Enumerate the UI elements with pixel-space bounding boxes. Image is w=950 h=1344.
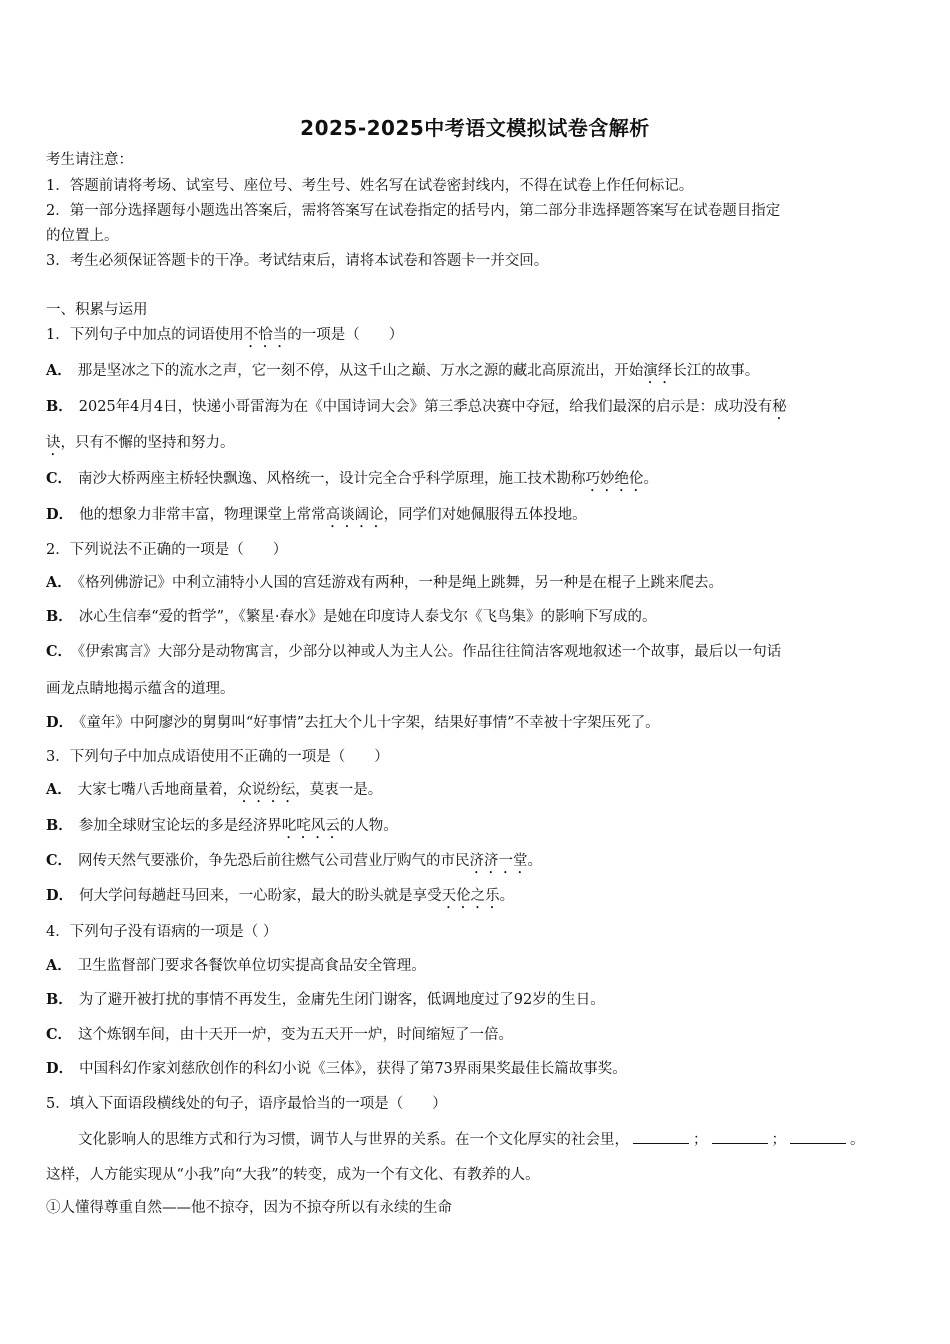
- q1-option-c: [46, 469, 658, 495]
- option-label: A．: [46, 781, 72, 798]
- q3-stem: 3．下列句子中加点成语使用不正确的一项是（ ）: [46, 749, 389, 765]
- answer-blank-2[interactable]: [712, 1129, 768, 1144]
- option-label: D．: [46, 506, 74, 523]
- option-text: 网传天然气要涨价，争先恐后前往燃气公司营业厅购气的市民: [78, 853, 470, 869]
- q3-option-a: [46, 780, 382, 806]
- option-tail: 。: [499, 888, 515, 904]
- option-text: 卫生监督部门要求各餐饮单位切实提高食品安全管理。: [77, 958, 426, 974]
- option-text: 为了避开被打扰的事情不再发生，金庸先生闭门谢客，低调地度过了92岁的生日。: [78, 992, 605, 1008]
- option-tail: ，同学们对她佩服得五体投地。: [383, 507, 587, 523]
- passage-end: 。: [850, 1132, 865, 1148]
- option-text: 何大学问每趟赶马回来，一心盼家，最大的盼头就是享受: [79, 888, 442, 904]
- q5-passage-line-1: [78, 1129, 865, 1150]
- notice-heading: 考生请注意：: [46, 152, 133, 168]
- q5-item-1: ①人懂得尊重自然——他不掠夺，因为不掠夺所以有永续的生命: [46, 1200, 452, 1216]
- q4-option-c: [46, 1025, 513, 1045]
- option-label: A．: [46, 957, 72, 974]
- option-text: 大家七嘴八舌地商量着，: [77, 782, 238, 798]
- option-emphasis: 演绎: [643, 363, 673, 379]
- option-label: B．: [46, 991, 73, 1008]
- option-emphasis: 诀: [46, 435, 61, 451]
- q1-option-a: [46, 361, 759, 387]
- option-text: 中国科幻作家刘慈欣创作的科幻小说《三体》，获得了第73界雨果奖最佳长篇故事奖。: [79, 1061, 627, 1077]
- option-emphasis: 天伦之乐: [441, 888, 500, 904]
- option-emphasis: 高谈阔论: [325, 507, 384, 523]
- q3-option-c: [46, 851, 542, 877]
- q1-option-b: [46, 397, 787, 423]
- q4-stem: 4．下列句子没有语病的一项是（ ）: [46, 924, 278, 940]
- q4-option-a: [46, 956, 426, 976]
- option-tail: ，只有不懈的坚持和努力。: [60, 435, 235, 451]
- option-text: 这个炼钢车间，由十天开一炉，变为五天开一炉，时间缩短了一倍。: [78, 1027, 514, 1043]
- q2-option-b: [46, 607, 656, 627]
- passage-sep: ；: [771, 1132, 786, 1148]
- passage-text: 文化影响人的思维方式和行为习惯，调节人与世界的关系。在一个文化厚实的社会里，: [78, 1132, 629, 1148]
- option-text: 那是坚冰之下的流水之声，它一刻不停，从这千山之巅、万水之源的藏北高原流出，开始: [77, 363, 644, 379]
- option-emphasis: 济济一堂: [469, 853, 528, 869]
- option-text: 2025年4月4日，快递小哥雷海为在《中国诗词大会》第三季总决赛中夺冠，给我们最深的启示是：成功没有: [78, 399, 773, 415]
- option-text: 他的想象力非常丰富，物理课堂上常常: [79, 507, 326, 523]
- notice-line-1: 1．答题前请将考场、试室号、座位号、考生号、姓名写在试卷密封线内，不得在试卷上作任何标记。: [46, 178, 694, 194]
- q5-passage-line-2: 这样，人方能实现从“小我”向“大我”的转变，成为一个有文化、有教养的人。: [46, 1167, 540, 1183]
- q1-stem-emphasis: 不恰当: [243, 327, 288, 343]
- option-label: B．: [46, 398, 73, 415]
- answer-blank-1[interactable]: [633, 1129, 689, 1144]
- option-tail: 。: [527, 853, 543, 869]
- option-label: A．: [46, 362, 72, 379]
- option-text: 《伊索寓言》大部分是动物寓言，少部分以神或人为主人公。作品往往简洁客观地叙述一个故事，最后以一句话: [78, 644, 782, 660]
- option-tail: ，莫衷一是。: [295, 782, 383, 798]
- notice-line-2-cont: 的位置上。: [46, 228, 119, 244]
- option-emphasis: 秘: [772, 399, 787, 415]
- q3-option-b: [46, 816, 398, 842]
- option-label: D．: [46, 714, 74, 731]
- option-label: A．: [46, 574, 72, 591]
- q1-stem-text: 1．下列句子中加点的词语使用: [46, 327, 244, 343]
- option-label: C．: [46, 1026, 73, 1043]
- option-text: 冰心生信奉“爱的哲学”，《繁星·春水》是她在印度诗人泰戈尔《飞鸟集》的影响下写成的。: [78, 609, 657, 625]
- option-label: C．: [46, 852, 73, 869]
- option-emphasis: 巧妙绝伦: [585, 471, 644, 487]
- q2-option-c: [46, 642, 781, 662]
- page-title: 2025-2025中考语文模拟试卷含解析: [300, 116, 650, 140]
- q4-option-b: [46, 990, 605, 1010]
- q1-stem: [46, 325, 403, 351]
- option-text: 南沙大桥两座主桥轻快飘逸、风格统一，设计完全合乎科学原理，施工技术勘称: [78, 471, 586, 487]
- notice-line-3: 3．考生必须保证答题卡的干净。考试结束后，请将本试卷和答题卡一并交回。: [46, 253, 549, 269]
- q1-option-d: [46, 505, 587, 531]
- passage-sep: ；: [693, 1132, 708, 1148]
- q1-stem-tail: 的一项是（ ）: [287, 327, 404, 343]
- answer-blank-3[interactable]: [790, 1129, 846, 1144]
- q2-option-c-cont: 画龙点睛地揭示蕴含的道理。: [46, 681, 235, 697]
- q1-option-b-cont: [46, 433, 235, 459]
- option-label: C．: [46, 643, 73, 660]
- q4-option-d: [46, 1059, 627, 1079]
- q5-stem: 5．填入下面语段横线处的句子，语序最恰当的一项是（ ）: [46, 1096, 447, 1112]
- option-text: 《童年》中阿廖沙的舅舅叫“好事情”去扛大个儿十字架，结果好事情”不幸被十字架压死了。: [79, 715, 660, 731]
- option-tail: 的人物。: [339, 818, 398, 834]
- option-label: D．: [46, 887, 74, 904]
- q2-option-a: [46, 573, 723, 593]
- option-emphasis: 叱咤风云: [281, 818, 340, 834]
- q3-option-d: [46, 886, 514, 912]
- option-text: 《格列佛游记》中利立浦特小人国的宫廷游戏有两种，一种是绳上跳舞，另一种是在棍子上跳来爬去。: [77, 575, 724, 591]
- q2-stem: 2．下列说法不正确的一项是（ ）: [46, 542, 288, 558]
- option-emphasis: 众说纷纭: [237, 782, 296, 798]
- option-label: B．: [46, 817, 73, 834]
- option-label: C．: [46, 470, 73, 487]
- option-label: D．: [46, 1060, 74, 1077]
- option-text: 参加全球财宝论坛的多是经济界: [78, 818, 282, 834]
- q2-option-d: [46, 713, 660, 733]
- option-tail: 长江的故事。: [672, 363, 760, 379]
- option-tail: 。: [643, 471, 659, 487]
- section-heading: 一、积累与运用: [46, 302, 148, 318]
- option-label: B．: [46, 608, 73, 625]
- notice-line-2: 2．第一部分选择题每小题选出答案后，需将答案写在试卷指定的括号内，第二部分非选择题答案写在试卷题目指定: [46, 203, 781, 219]
